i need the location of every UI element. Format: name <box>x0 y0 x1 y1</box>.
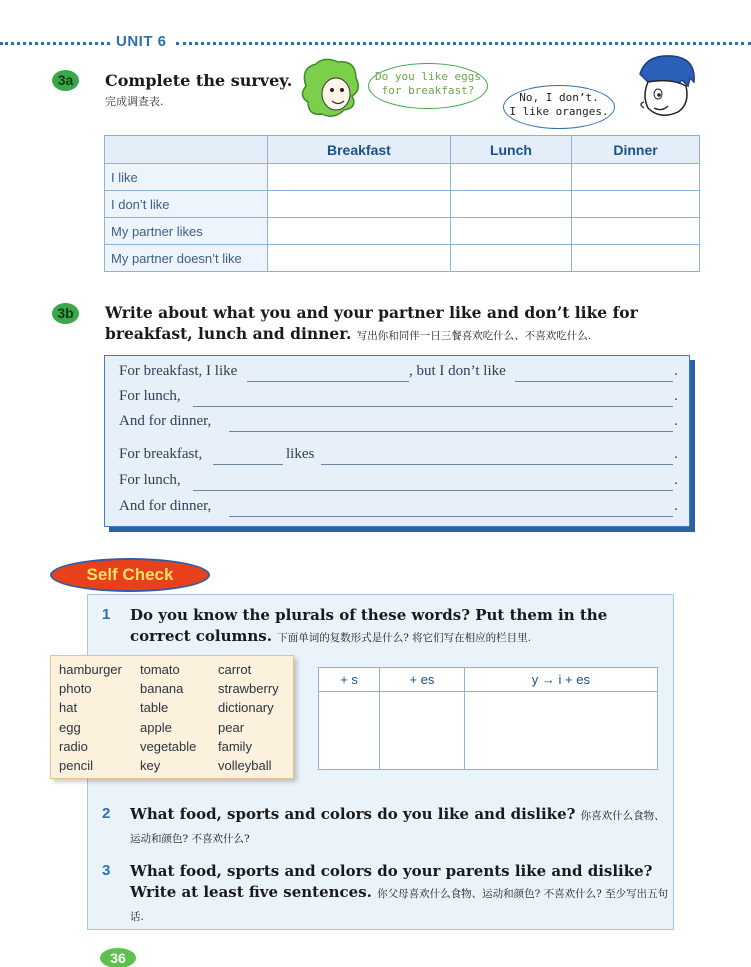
line4-period: . <box>674 446 678 462</box>
plural-header-es: + es <box>380 668 465 692</box>
question-3-cn: 你父母喜欢什么食物、运动和颜色? 不喜欢什么? 至少写出五句话. <box>130 888 669 923</box>
badge-3b: 3b <box>52 303 79 324</box>
word-list-box <box>50 655 294 779</box>
survey-header-blank <box>105 136 268 164</box>
plural-header-ies: y → i + es <box>464 668 657 692</box>
survey-row-label: I like <box>105 164 268 191</box>
word: egg <box>59 720 81 735</box>
section-3a-title-cn: 完成调查表. <box>105 95 164 108</box>
line6-start: And for dinner, <box>119 498 212 514</box>
word: photo <box>59 681 92 696</box>
blank-line[interactable] <box>229 516 673 517</box>
unit-title: UNIT 6 <box>116 33 167 50</box>
line6-period: . <box>674 498 678 514</box>
word: carrot <box>218 662 252 677</box>
survey-cell[interactable] <box>450 218 571 245</box>
word: dictionary <box>218 700 274 715</box>
question-2-number: 2 <box>102 805 111 822</box>
survey-cell[interactable] <box>572 191 700 218</box>
bubble-boy-line2: I like oranges. <box>509 105 609 118</box>
survey-cell[interactable] <box>572 245 700 272</box>
blank-line[interactable] <box>515 381 673 382</box>
blank-line[interactable] <box>193 406 673 407</box>
survey-cell[interactable] <box>450 245 571 272</box>
line1-start: For breakfast, I like <box>119 363 238 379</box>
plural-cell[interactable] <box>319 692 380 770</box>
survey-cell[interactable] <box>268 164 451 191</box>
survey-header-dinner: Dinner <box>572 136 700 164</box>
survey-cell[interactable] <box>572 164 700 191</box>
word: pear <box>218 720 245 735</box>
question-2-text: What food, sports and colors do you like and dislike? <box>130 805 576 823</box>
survey-cell[interactable] <box>268 191 451 218</box>
question-2 <box>130 804 670 850</box>
line1-period: . <box>674 363 678 379</box>
word: pencil <box>59 758 93 773</box>
speech-bubble-boy <box>503 85 615 129</box>
word: family <box>218 739 252 754</box>
question-3-number: 3 <box>102 862 111 879</box>
word: radio <box>59 739 88 754</box>
page-number: 36 <box>100 948 136 967</box>
survey-cell[interactable] <box>268 218 451 245</box>
word: tomato <box>140 662 180 677</box>
survey-row-label: My partner likes <box>105 218 268 245</box>
survey-header-lunch: Lunch <box>450 136 571 164</box>
survey-cell[interactable] <box>572 218 700 245</box>
bubble-girl-line2: for breakfast? <box>381 84 475 97</box>
question-1-number: 1 <box>102 606 111 623</box>
section-3b-title-en: Write about what you and your partner like and don’t like for breakfast, lunch and dinner. <box>105 303 638 343</box>
line3-start: And for dinner, <box>119 413 212 429</box>
word: apple <box>140 720 172 735</box>
bubble-girl-line1: Do you like eggs <box>375 70 481 83</box>
survey-table <box>104 135 700 272</box>
survey-header-breakfast: Breakfast <box>268 136 451 164</box>
section-3a-title: Complete the survey. <box>105 71 293 90</box>
line3-period: . <box>674 413 678 429</box>
badge-3a: 3a <box>52 70 79 91</box>
question-3 <box>130 861 670 928</box>
line4-middle: likes <box>286 446 315 462</box>
word: strawberry <box>218 681 279 696</box>
line1-middle: , but I don’t like <box>409 363 506 379</box>
boy-cartoon-icon <box>632 52 702 124</box>
section-3b-title <box>105 302 715 347</box>
word: volleyball <box>218 758 272 773</box>
header-dotted-rule-left <box>0 42 110 45</box>
plural-cell[interactable] <box>464 692 657 770</box>
plural-header-s: + s <box>319 668 380 692</box>
line2-period: . <box>674 388 678 404</box>
survey-row-label: My partner doesn’t like <box>105 245 268 272</box>
word: banana <box>140 681 184 696</box>
plural-table <box>318 667 658 770</box>
survey-cell[interactable] <box>268 245 451 272</box>
girl-cartoon-icon <box>298 56 364 126</box>
speech-bubble-girl <box>368 63 488 109</box>
blank-line[interactable] <box>321 464 673 465</box>
question-1-cn: 下面单词的复数形式是什么? 将它们写在相应的栏目里. <box>277 632 532 644</box>
word: key <box>140 758 161 773</box>
line5-start: For lunch, <box>119 472 181 488</box>
self-check-badge: Self Check <box>50 558 210 592</box>
line5-period: . <box>674 472 678 488</box>
section-3b-title-cn: 写出你和同伴一日三餐喜欢吃什么、不喜欢吃什么. <box>356 330 592 342</box>
blank-line[interactable] <box>247 381 409 382</box>
line4-start: For breakfast, <box>119 446 203 462</box>
survey-row-label: I don’t like <box>105 191 268 218</box>
header-dotted-rule-right <box>176 42 751 45</box>
word: hat <box>59 700 78 715</box>
line2-start: For lunch, <box>119 388 181 404</box>
survey-cell[interactable] <box>450 164 571 191</box>
question-3-text: What food, sports and colors do your parents like and dislike? Write at least five sentences. <box>130 862 653 901</box>
word: table <box>140 700 169 715</box>
question-1 <box>130 605 670 649</box>
word: vegetable <box>140 739 197 754</box>
question-2-cn: 你喜欢什么食物、运动和颜色? 不喜欢什么? <box>130 810 665 845</box>
question-1-text: Do you know the plurals of these words? Put them in the correct columns. <box>130 606 608 645</box>
bubble-boy-line1: No, I don’t. <box>519 91 599 104</box>
blank-line[interactable] <box>229 431 673 432</box>
writing-box <box>104 355 690 527</box>
word: hamburger <box>59 662 122 677</box>
survey-cell[interactable] <box>450 191 571 218</box>
blank-line[interactable] <box>213 464 283 465</box>
blank-line[interactable] <box>193 490 673 491</box>
plural-cell[interactable] <box>380 692 465 770</box>
